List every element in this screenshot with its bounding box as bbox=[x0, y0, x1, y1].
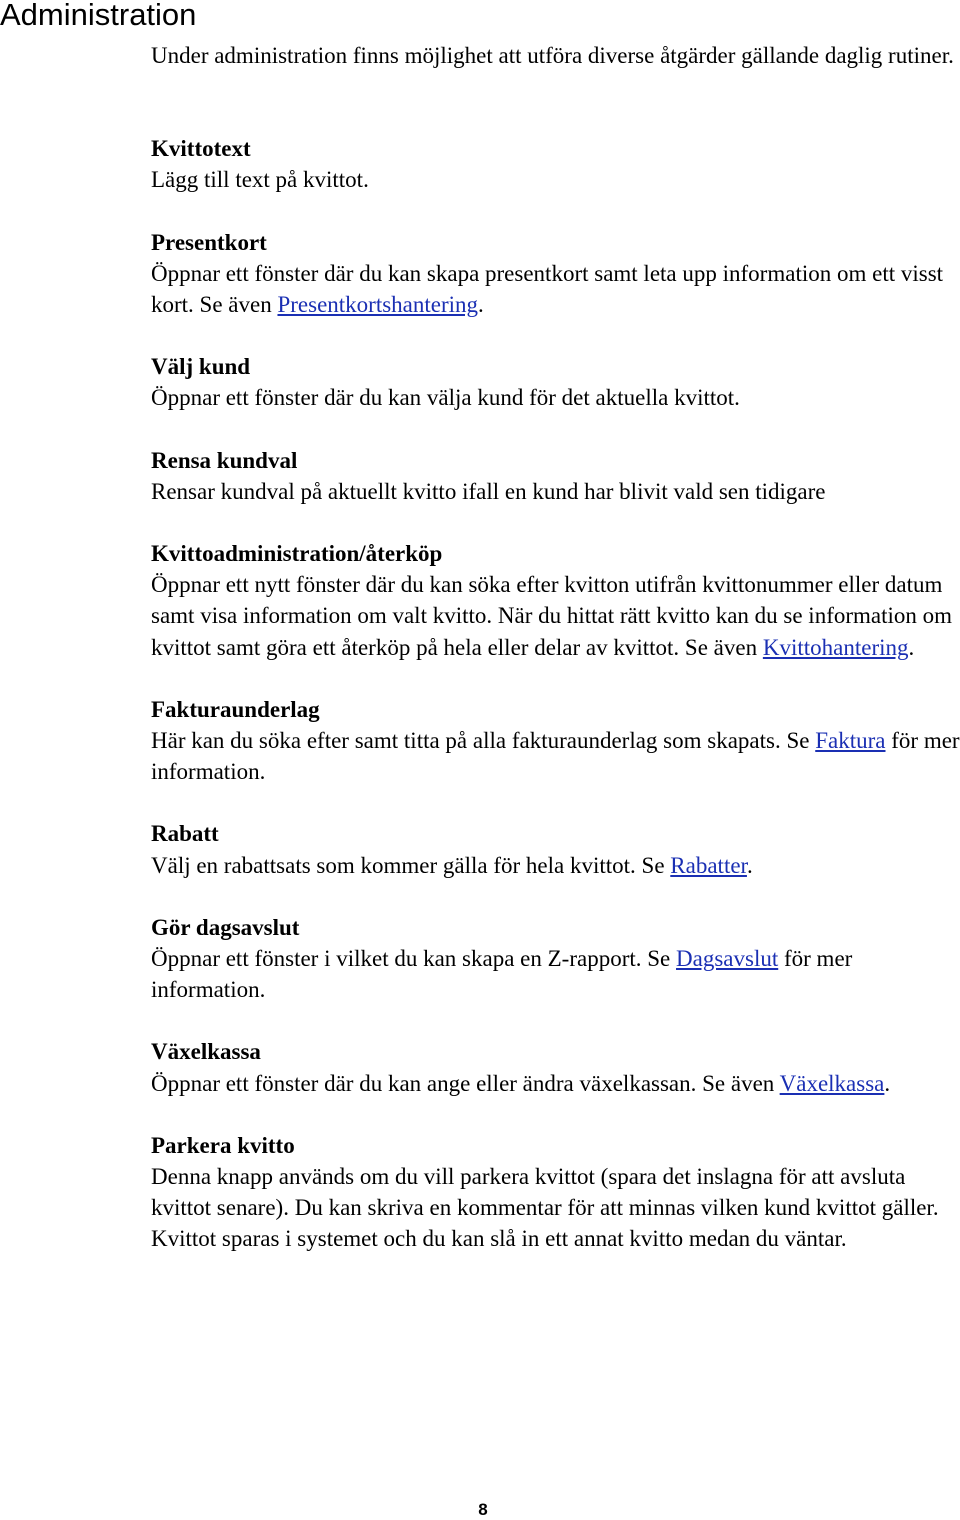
entry-text: Öppnar ett nytt fönster där du kan söka efter kvitton utifrån kvittonummer eller datum samt visa information om valt kvitto. När du hittat rätt kvitto kan du se information om kvittot samt göra ett återköp på hela eller delar av kvittot. Se även bbox=[151, 572, 953, 660]
entry-description bbox=[151, 382, 960, 413]
entry-description bbox=[151, 943, 960, 1005]
rabatter-link[interactable]: Rabatter bbox=[670, 852, 747, 878]
entry-description bbox=[151, 164, 960, 195]
entry-title: Rabatt bbox=[151, 821, 219, 847]
entry-description bbox=[151, 725, 960, 787]
entry-text: Här kan du söka efter samt titta på alla fakturaunderlag som skapats. Se bbox=[151, 728, 816, 754]
entry-description bbox=[151, 476, 960, 507]
entry-fakturaunderlag bbox=[151, 694, 960, 788]
faktura-link[interactable]: Faktura bbox=[815, 728, 886, 754]
entry-title: Kvittotext bbox=[151, 136, 251, 162]
entry-title: Rensa kundval bbox=[151, 447, 298, 473]
entry-description bbox=[151, 258, 960, 320]
entry-text: Öppnar ett fönster där du kan skapa presentkort samt leta upp information om ett visst kort. Se även bbox=[151, 260, 944, 318]
entry-text-after: för mer information. bbox=[151, 728, 960, 785]
document-body bbox=[151, 40, 960, 1286]
entry-rensa-kundval bbox=[151, 445, 960, 507]
page-number: 8 bbox=[478, 1500, 488, 1519]
entry-title: Kvittoadministration/återköp bbox=[151, 541, 443, 567]
page-title: Administration bbox=[0, 0, 197, 32]
entry-kvittotext bbox=[151, 133, 960, 195]
entry-description bbox=[151, 850, 960, 881]
entry-gor-dagsavslut bbox=[151, 912, 960, 1006]
vaxelkassa-link[interactable]: Växelkassa bbox=[779, 1070, 885, 1096]
entry-kvittoadministration bbox=[151, 538, 960, 663]
entry-text: Välj en rabattsats som kommer gälla för hela kvittot. Se bbox=[151, 852, 671, 878]
intro-paragraph: Under administration finns möjlighet att utföra diverse åtgärder gällande daglig rutiner. bbox=[151, 43, 954, 68]
entry-text: Öppnar ett fönster där du kan ange eller ändra växelkassan. Se även bbox=[151, 1070, 780, 1096]
entry-text-after: . bbox=[478, 292, 484, 318]
kvittohantering-link[interactable]: Kvittohantering bbox=[762, 634, 909, 660]
entry-title: Välj kund bbox=[151, 354, 251, 380]
presentkortshantering-link[interactable]: Presentkortshantering bbox=[277, 292, 479, 318]
entry-text: Denna knapp används om du vill parkera kvittot (spara det inslagna för att avsluta kvittot senare). Du kan skriva en kommentar för att minnas vilken kund kvittot gäller. Kvittot sparas i systemet och du kan slå in ett annat kvitto medan du väntar. bbox=[151, 1164, 939, 1252]
entry-text-after: för mer information. bbox=[151, 946, 853, 1003]
entry-text-after: . bbox=[884, 1070, 891, 1096]
entry-parkera-kvitto bbox=[151, 1130, 960, 1255]
entry-presentkort bbox=[151, 227, 960, 321]
entry-title: Gör dagsavslut bbox=[151, 914, 300, 940]
entry-title: Presentkort bbox=[151, 229, 267, 255]
entry-title: Växelkassa bbox=[151, 1039, 261, 1065]
entry-text: Öppnar ett fönster där du kan välja kund för det aktuella kvittot. bbox=[151, 385, 740, 411]
entry-text: Lägg till text på kvittot. bbox=[151, 167, 369, 193]
dagsavslut-link[interactable]: Dagsavslut bbox=[676, 946, 779, 972]
entry-valj-kund bbox=[151, 351, 960, 413]
entry-text: Rensar kundval på aktuellt kvitto ifall en kund har blivit vald sen tidigare bbox=[151, 478, 826, 504]
entry-rabatt bbox=[151, 818, 960, 880]
entry-text-after: . bbox=[908, 634, 915, 660]
entry-title: Parkera kvitto bbox=[151, 1132, 295, 1158]
entry-text: Öppnar ett fönster i vilket du kan skapa en Z-rapport. Se bbox=[151, 946, 677, 972]
entry-title: Fakturaunderlag bbox=[151, 696, 320, 722]
entry-text-after: . bbox=[746, 852, 753, 878]
entry-vaxelkassa bbox=[151, 1036, 960, 1098]
entry-description bbox=[151, 1161, 960, 1255]
entry-description bbox=[151, 569, 960, 663]
entry-description bbox=[151, 1068, 960, 1099]
